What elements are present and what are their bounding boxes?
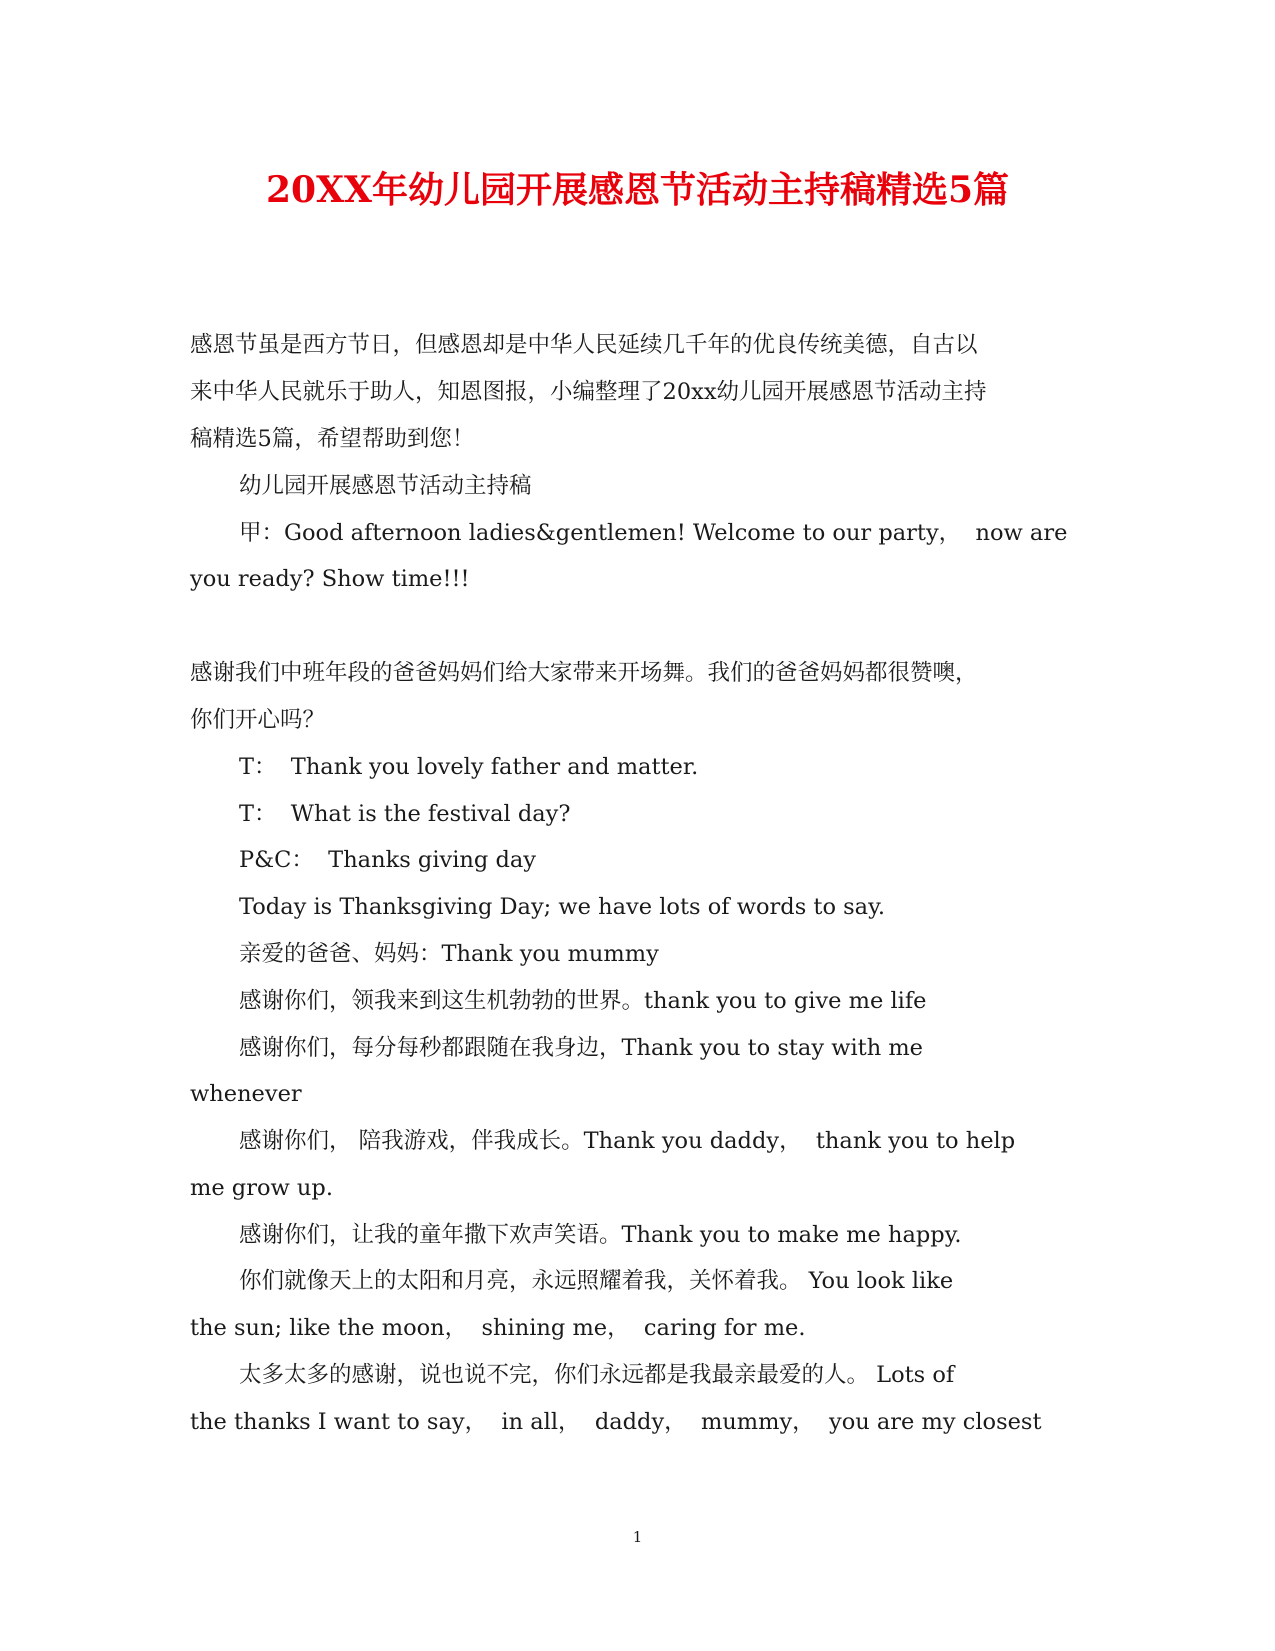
- intro-line-3: 稿精选5篇，希望帮助到您！: [190, 426, 475, 452]
- paragraph-line: the sun; like the moon， shining me， caring for me.: [190, 1315, 806, 1341]
- paragraph-line: 感谢你们， 陪我游戏，伴我成长。Thank you daddy， thank you to help: [239, 1128, 1016, 1154]
- paragraph-line: 你们开心吗？: [190, 707, 326, 733]
- paragraph-line: you ready? Show time!!!: [190, 566, 470, 592]
- document-title: 20XX年幼儿园开展感恩节活动主持稿精选5篇: [265, 169, 1009, 211]
- dialogue-line: P&C： Thanks giving day: [239, 847, 537, 873]
- paragraph-line: 感谢你们，每分每秒都跟随在我身边，Thank you to stay with me: [239, 1035, 923, 1061]
- paragraph-line: 感谢你们，让我的童年撒下欢声笑语。Thank you to make me happy.: [239, 1222, 962, 1248]
- paragraph-line: whenever: [190, 1081, 302, 1107]
- page-number: 1: [632, 1528, 643, 1546]
- intro-line-1: 感恩节虽是西方节日，但感恩却是中华人民延续几千年的优良传统美德，自古以: [190, 332, 978, 358]
- paragraph-line: me grow up.: [190, 1175, 333, 1201]
- paragraph-line: 感谢你们，领我来到这生机勃勃的世界。thank you to give me life: [239, 988, 927, 1014]
- paragraph-line: 感谢我们中班年段的爸爸妈妈们给大家带来开场舞。我们的爸爸妈妈都很赞噢，: [190, 660, 978, 686]
- paragraph-line: 亲爱的爸爸、妈妈：Thank you mummy: [239, 941, 659, 967]
- paragraph-line: Today is Thanksgiving Day; we have lots of words to say.: [239, 894, 885, 920]
- intro-line-2: 来中华人民就乐于助人，知恩图报，小编整理了20xx幼儿园开展感恩节活动主持: [190, 379, 987, 405]
- paragraph-line: 甲：Good afternoon ladies&gentlemen! Welcome to our party， now are: [239, 520, 1068, 546]
- paragraph-line: 太多太多的感谢，说也说不完，你们永远都是我最亲最爱的人。 Lots of: [239, 1362, 955, 1388]
- paragraph-line: the thanks I want to say， in all， daddy， mummy， you are my closest: [190, 1409, 1042, 1435]
- dialogue-line: T： What is the festival day?: [239, 801, 571, 827]
- paragraph-line: 你们就像天上的太阳和月亮，永远照耀着我，关怀着我。 You look like: [239, 1268, 954, 1294]
- dialogue-line: T： Thank you lovely father and matter.: [239, 754, 699, 780]
- section-heading: 幼儿园开展感恩节活动主持稿: [239, 473, 532, 499]
